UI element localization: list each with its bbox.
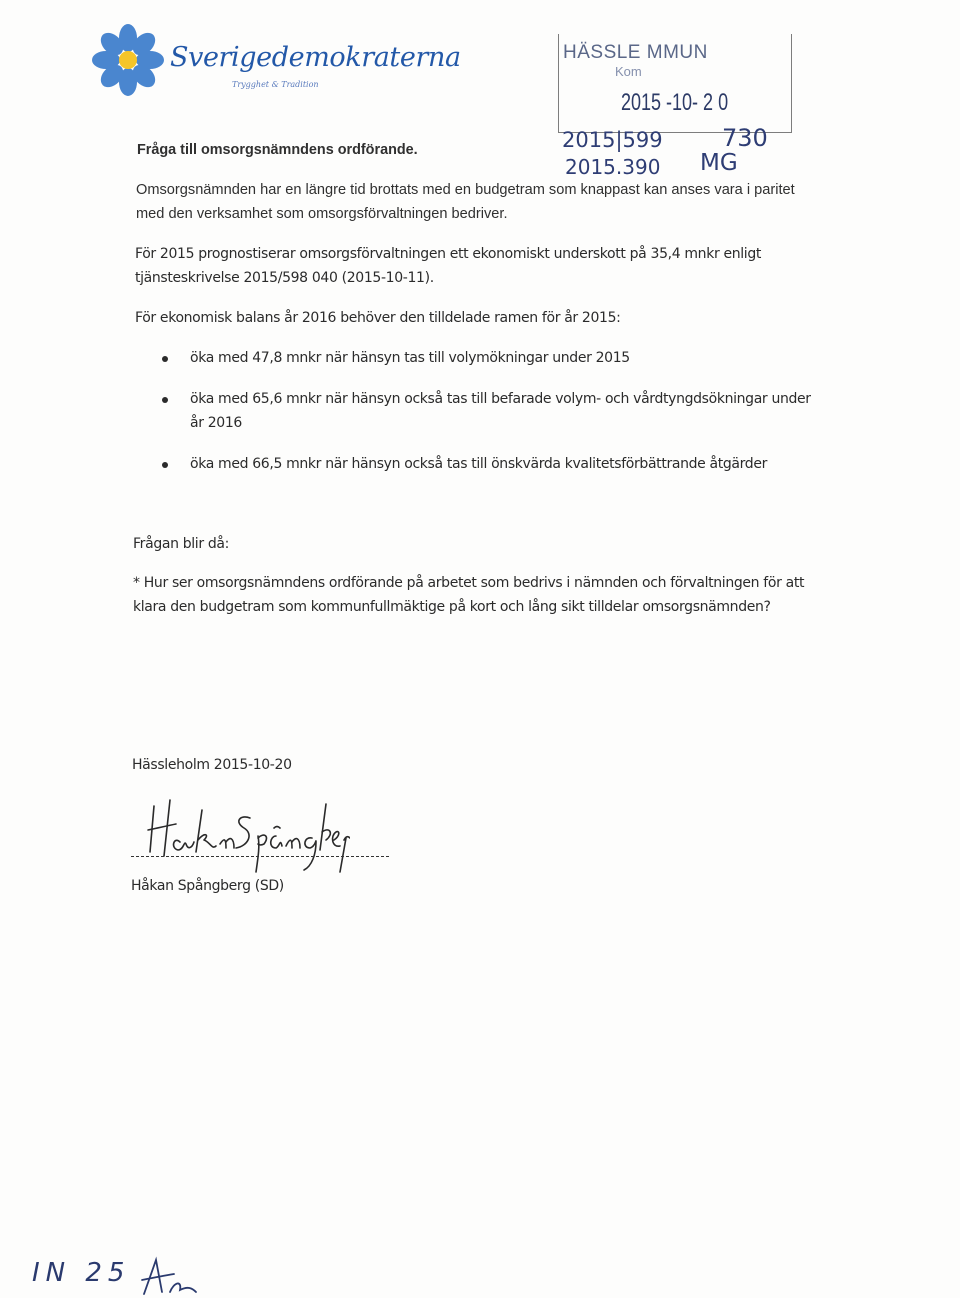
bullet-2-line-2: år 2016 bbox=[190, 415, 242, 431]
place-date: Hässleholm 2015-10-20 bbox=[132, 757, 292, 773]
forecast-line-2: tjänsteskrivelse 2015/598 040 (2015-10-11). bbox=[135, 270, 434, 286]
bullet-1-line-1: öka med 47,8 mnkr när hänsyn tas till volymökningar under 2015 bbox=[190, 350, 630, 366]
bullet-marker bbox=[162, 462, 168, 468]
party-name: Sverigedemokraterna bbox=[170, 42, 461, 73]
balance-intro: För ekonomisk balans år 2016 behöver den tilldelade ramen för år 2015: bbox=[135, 310, 621, 326]
question-line-2: klara den budgetram som kommunfullmäktige på kort och lång sikt tilldelar omsorgsnämnden? bbox=[133, 599, 771, 615]
bullet-marker bbox=[162, 356, 168, 362]
signature-line bbox=[131, 856, 389, 857]
stamp-org-line-2: Kom bbox=[615, 64, 642, 79]
stamp-handwritten-number-1: 2015|599 bbox=[562, 128, 663, 152]
flower-icon bbox=[92, 24, 172, 104]
stamp-handwritten-number-2: 730 bbox=[722, 124, 768, 152]
handwritten-signature bbox=[140, 796, 350, 876]
document-heading: Fråga till omsorgsnämndens ordförande. bbox=[137, 142, 418, 158]
party-logo bbox=[92, 24, 461, 104]
question-line-1: * Hur ser omsorgsnämndens ordförande på arbetet som bedrivs i nämnden och förvaltningen för att bbox=[133, 575, 805, 591]
intro-line-2: med den verksamhet som omsorgsförvaltningen bedriver. bbox=[136, 206, 508, 222]
forecast-line-1: För 2015 prognostiserar omsorgsförvaltningen ett ekonomiskt underskott på 35,4 mnkr enligt bbox=[135, 246, 761, 262]
stamp-handwritten-number-3: 2015.390 bbox=[565, 155, 661, 179]
footer-handwritten-initials bbox=[140, 1256, 200, 1298]
registration-stamp bbox=[558, 34, 792, 133]
question-label: Frågan blir då: bbox=[133, 536, 229, 552]
stamp-org-line: HÄSSLE MMUN bbox=[563, 42, 708, 63]
party-slogan: Trygghet & Tradition bbox=[232, 80, 319, 89]
stamp-handwritten-initials: MG bbox=[700, 150, 738, 176]
bullet-marker bbox=[162, 397, 168, 403]
bullet-3-line-1: öka med 66,5 mnkr när hänsyn också tas till önskvärda kvalitetsförbättrande åtgärder bbox=[190, 456, 768, 472]
intro-line-1: Omsorgsnämnden har en längre tid brottats med en budgetram som knappast kan anses vara i paritet bbox=[136, 182, 795, 198]
stamp-date: 2015 -10- 2 0 bbox=[621, 89, 729, 116]
bullet-2-line-1: öka med 65,6 mnkr när hänsyn också tas till befarade volym- och vårdtyngdsökningar under bbox=[190, 391, 811, 407]
footer-handwritten-note: IN 25 bbox=[32, 1258, 131, 1288]
signature-name: Håkan Spångberg (SD) bbox=[131, 878, 284, 894]
